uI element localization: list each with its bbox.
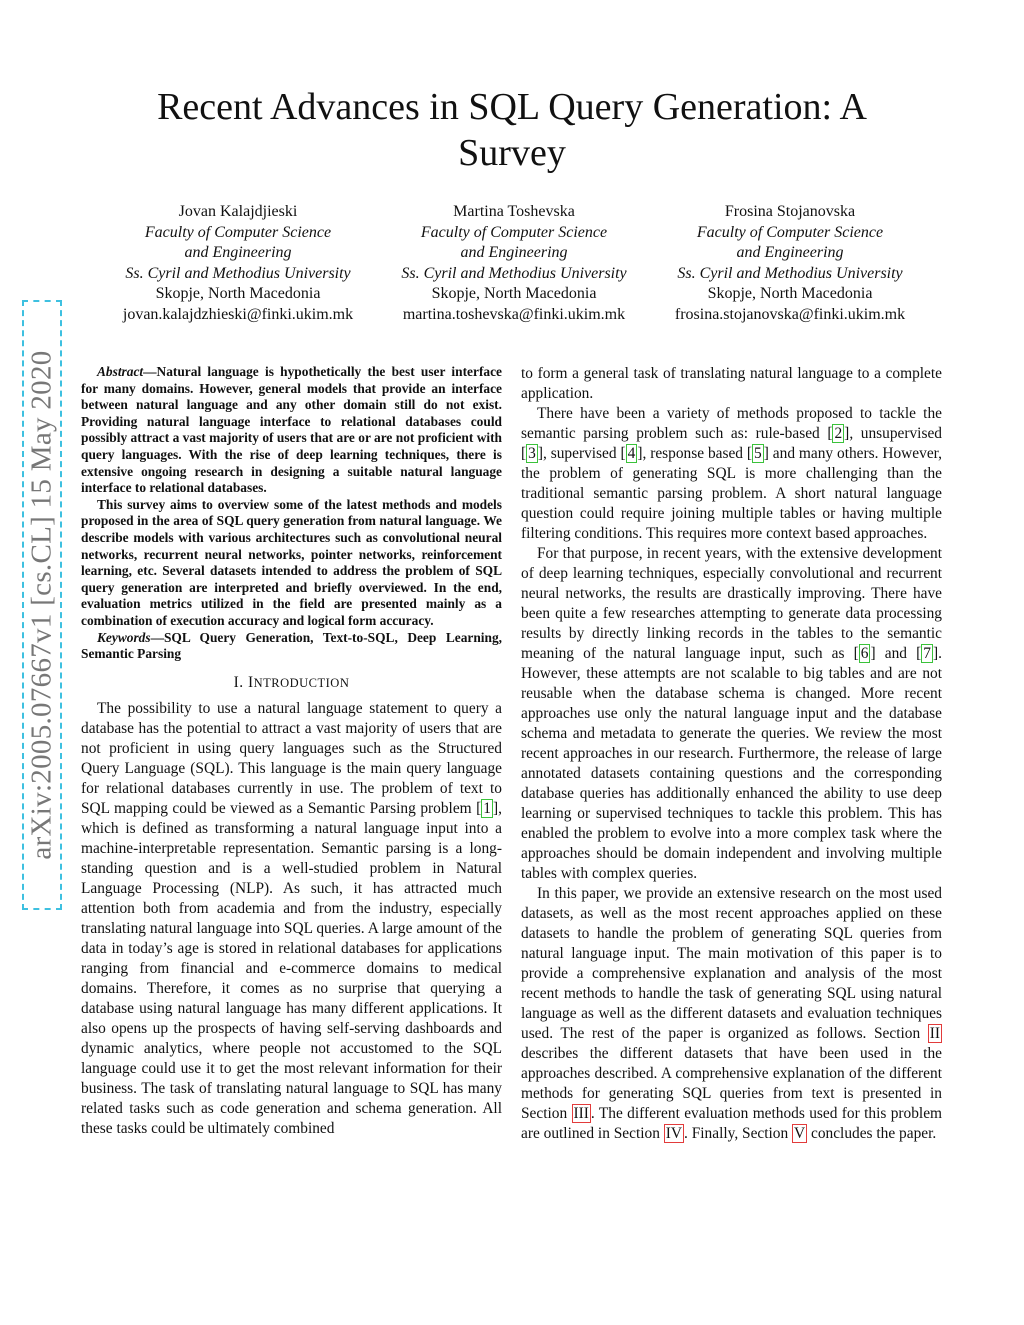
citation-link[interactable]: 1 xyxy=(483,799,491,817)
paragraph-text: For that purpose, in recent years, with the extensive development of deep learning techniques, especially convolutional and recurrent neural networks, the results are drastically improving. There have been quite a few researches attempting to generate data processing results by directly linking records in the tables to the semantic meaning of the natural language input, such as xyxy=(521,545,942,662)
author-university: Ss. Cyril and Methodius University xyxy=(677,264,903,282)
left-column xyxy=(81,364,502,1139)
author-2 xyxy=(376,202,652,326)
right-paragraph-1: There have been a variety of methods proposed to tackle the semantic parsing problem such as: rule-based [ 2 ], unsupervised [ 3 ], supervised [ 4 ], response based [ 5 ] and many others. However, the problem of generating SQL is more challenging than the traditional semantic parsing problem. A short natural language question could require joining multiple tables or having multiple filtering conditions. This requires more context based approaches. xyxy=(521,405,943,542)
citation-link[interactable]: 6 xyxy=(860,645,869,662)
section-title-first: I xyxy=(247,673,254,691)
section-heading-introduction xyxy=(81,673,502,693)
citation-link[interactable]: 3 xyxy=(528,445,536,462)
citation-link[interactable]: 7 xyxy=(923,645,931,662)
section-link[interactable]: IV xyxy=(665,1125,683,1142)
title-line-2: Survey xyxy=(458,132,566,174)
author-location: Skopje, North Macedonia xyxy=(707,285,873,303)
keywords-label: Keywords xyxy=(97,629,151,645)
right-paragraph-0: to form a general task of translating natural language to a complete application. xyxy=(521,365,942,402)
paragraph-text: . Finally, Section xyxy=(684,1125,793,1142)
section-title-rest: NTRODUCTION xyxy=(253,675,350,690)
author-email[interactable]: jovan.kalajdzhieski@finki.ukim.mk xyxy=(122,305,354,323)
abstract xyxy=(81,364,502,663)
paragraph-text: , response based xyxy=(642,445,747,462)
paragraph-text: . However, these attempts are not scalable to big tables and are not reusable when the database schema is changed. More recent approaches use only the natural language input and the database schema and metadata to generate the queries. We review the most recent approaches in our research. Furthermore, the release of large annotated datasets containing questions and the corresponding database queries has additionally enhanced the ability to use deep learning or supervised techniques to tackle this problem. This has enabled the problem to evolve into a more complex task where the approaches should be domain independent and involving multiple tables with complex queries. xyxy=(521,645,942,882)
paragraph-text: In this paper, we provide an extensive research on the most used datasets, as well as the most recent approaches applied on these datasets to handle the problem of generating SQL queries from natural language input. The main motivation of this paper is to provide a comprehensive explanation and analysis of the most recent methods to handle the task of generating SQL using natural language as well as the different datasets and evaluation techniques used. The rest of the paper is organized as follows. Section xyxy=(521,885,942,1042)
abstract-text-1: —Natural language is hypothetically the best user interface for many domains. However, general models that provide an interface between natural language and any other domain still do not exist. Providing natural language interface to relational databases could possibly attract a vast majority of users that are or are not proficient with query languages. With the rise of deep learning techniques, there is extensive ongoing research in designing a suitable natural language interface to relational databases. xyxy=(81,364,502,496)
intro-text-a: The possibility to use a natural language statement to query a database has the potential to attract a vast majority of users that are not proficient in using query languages such as the Structured Query Language (SQL). This language is the main query language for relational databases currently in use. The problem of text to SQL mapping could be viewed as a Semantic Parsing problem xyxy=(81,699,502,817)
author-email[interactable]: frosina.stojanovska@finki.ukim.mk xyxy=(674,305,906,323)
right-column xyxy=(521,364,942,1144)
author-location: Skopje, North Macedonia xyxy=(431,285,597,303)
abstract-paragraph-2: This survey aims to overview some of the latest methods and models proposed in the area of SQL query generation from natural language. We describe models with various architectures such as convolutional neural networks, recurrent neural networks, pointer networks, reinforcement learning, etc. Several datasets intended to address the problem of SQL query generation are interpreted and briefly overviewed. In the end, evaluation metrics utilized in the field are presented mainly as a combination of execution accuracy and logical form accuracy. xyxy=(81,496,502,628)
author-faculty: Faculty of Computer Science xyxy=(696,223,884,241)
section-link[interactable]: II xyxy=(929,1025,940,1042)
author-university: Ss. Cyril and Methodius University xyxy=(401,264,627,282)
paragraph-text: , unsupervised xyxy=(849,425,942,442)
author-faculty-2: and Engineering xyxy=(460,244,568,262)
section-number: I. xyxy=(233,673,244,691)
paragraph-text: and xyxy=(875,645,917,662)
section-link[interactable]: V xyxy=(794,1125,806,1142)
author-faculty: Faculty of Computer Science xyxy=(420,223,608,241)
arxiv-id[interactable]: arXiv:2005.07667v1 [cs.CL] 15 May 2020 xyxy=(25,350,58,860)
author-name: Frosina Stojanovska xyxy=(724,203,856,220)
paragraph-text: There have been a variety of methods proposed to tackle the semantic parsing problem such as: rule-based xyxy=(521,405,942,442)
author-faculty: Faculty of Computer Science xyxy=(144,223,332,241)
keywords xyxy=(81,630,502,663)
paragraph-text: and many others. However, the problem of generating SQL is more challenging than the traditional semantic parsing problem. A short natural language question could require joining multiple tables or having multiple filtering conditions. This requires more context based approaches. xyxy=(521,445,943,542)
intro-paragraph-1: The possibility to use a natural language statement to query a database has the potential to attract a vast majority of users that are not proficient in using query languages such as the Structured Query Language (SQL). This language is the main query language for relational databases currently in use. The problem of text to SQL mapping could be viewed as a Semantic Parsing problem [ 1 ], which is defined as transforming a natural language input into a machine-interpretable representation. Semantic parsing is a long-standing question and is a well-studied problem in Natural Language Processing (NLP). As such, it has attracted much attention both from academia and from the industry, especially translating natural language into SQL queries. A large amount of the data in today’s age is stored in relational databases for applications ranging from financial and e-commerce domains to medical domains. Therefore, it comes as no surprise that querying a database using natural language has many different applications. It also opens up the prospects of having self-serving dashboards and dynamic analytics, where people not accustomed to the SQL language could use it to get the most relevant information for their business. The task of translating natural language to SQL has many related tasks such as code generation and schema generation. All these tasks could be ultimately combined xyxy=(81,699,502,1137)
right-paragraph-2: For that purpose, in recent years, with the extensive development of deep learning techniques, especially convolutional and recurrent neural networks, the results are drastically improving. There have been quite a few researches attempting to generate data processing results by directly linking records in the tables to the semantic meaning of the natural language input, such as [ 6 ] and [ 7 ]. However, these attempts are not scalable to big tables and are not reusable when the database schema is changed. More recent approaches use only the natural language input and the database schema and metadata to generate the queries. We review the most recent approaches in our research. Furthermore, the release of large annotated datasets containing questions and the corresponding database queries has additionally enhanced the ability to use deep learning or supervised techniques to tackle this problem. This has enabled the problem to evolve into a more complex task where the approaches should be domain independent and involving multiple tables with complex queries. xyxy=(521,545,942,882)
paragraph-text: describes the different datasets that have been used in the approaches described. A comprehensive explanation of the different methods for generating SQL queries from text is presented in Section xyxy=(521,1045,942,1122)
citation-link[interactable]: 2 xyxy=(834,425,843,442)
abstract-label: Abstract xyxy=(97,364,144,379)
author-block xyxy=(100,202,930,326)
author-1 xyxy=(100,202,376,326)
author-faculty-2: and Engineering xyxy=(184,244,292,262)
arxiv-sidebar-stamp[interactable] xyxy=(22,300,62,910)
citation-link[interactable]: 5 xyxy=(754,445,762,462)
author-email[interactable]: martina.toshevska@finki.ukim.mk xyxy=(402,305,626,323)
author-location: Skopje, North Macedonia xyxy=(155,285,321,303)
paper-title xyxy=(80,84,944,176)
section-link[interactable]: III xyxy=(573,1105,589,1122)
author-name: Jovan Kalajdjieski xyxy=(178,203,298,220)
citation-link[interactable]: 4 xyxy=(627,445,636,462)
author-university: Ss. Cyril and Methodius University xyxy=(125,264,351,282)
author-3 xyxy=(652,202,928,326)
author-name: Martina Toshevska xyxy=(453,203,575,220)
intro-text-b: , which is defined as transforming a natural language input into a machine-interpretable representation. Semantic parsing is a long-standing question and is a well-studied problem in Natural Language Processing (NLP). As such, it has attracted much attention both from academia and from the industry, especially translating natural language into SQL queries. A large amount of the data in today’s age is stored in relational databases for applications ranging from financial and e-commerce domains to medical domains. Therefore, it comes as no surprise that querying a database using natural language has many different applications. It also opens up the prospects of having self-serving dashboards and dynamic analytics, where people not accustomed to the SQL language could use it to get the most relevant information for their business. The task of translating natural language to SQL has many related tasks such as code generation and schema generation. All these tasks could be ultimately combined xyxy=(81,799,502,1137)
paragraph-text: . The different evaluation methods used for this problem are outlined in Section xyxy=(521,1105,942,1142)
paragraph-text: concludes the paper. xyxy=(807,1125,937,1142)
abstract-paragraph-1 xyxy=(81,364,502,497)
keywords-text: —SQL Query Generation, Text-to-SQL, Deep Learning, Semantic Parsing xyxy=(81,629,502,662)
right-paragraph-3 xyxy=(521,884,942,1144)
paragraph-text: , supervised xyxy=(542,445,621,462)
author-faculty-2: and Engineering xyxy=(736,244,844,262)
title-line-1: Recent Advances in SQL Query Generation: A xyxy=(157,86,867,128)
